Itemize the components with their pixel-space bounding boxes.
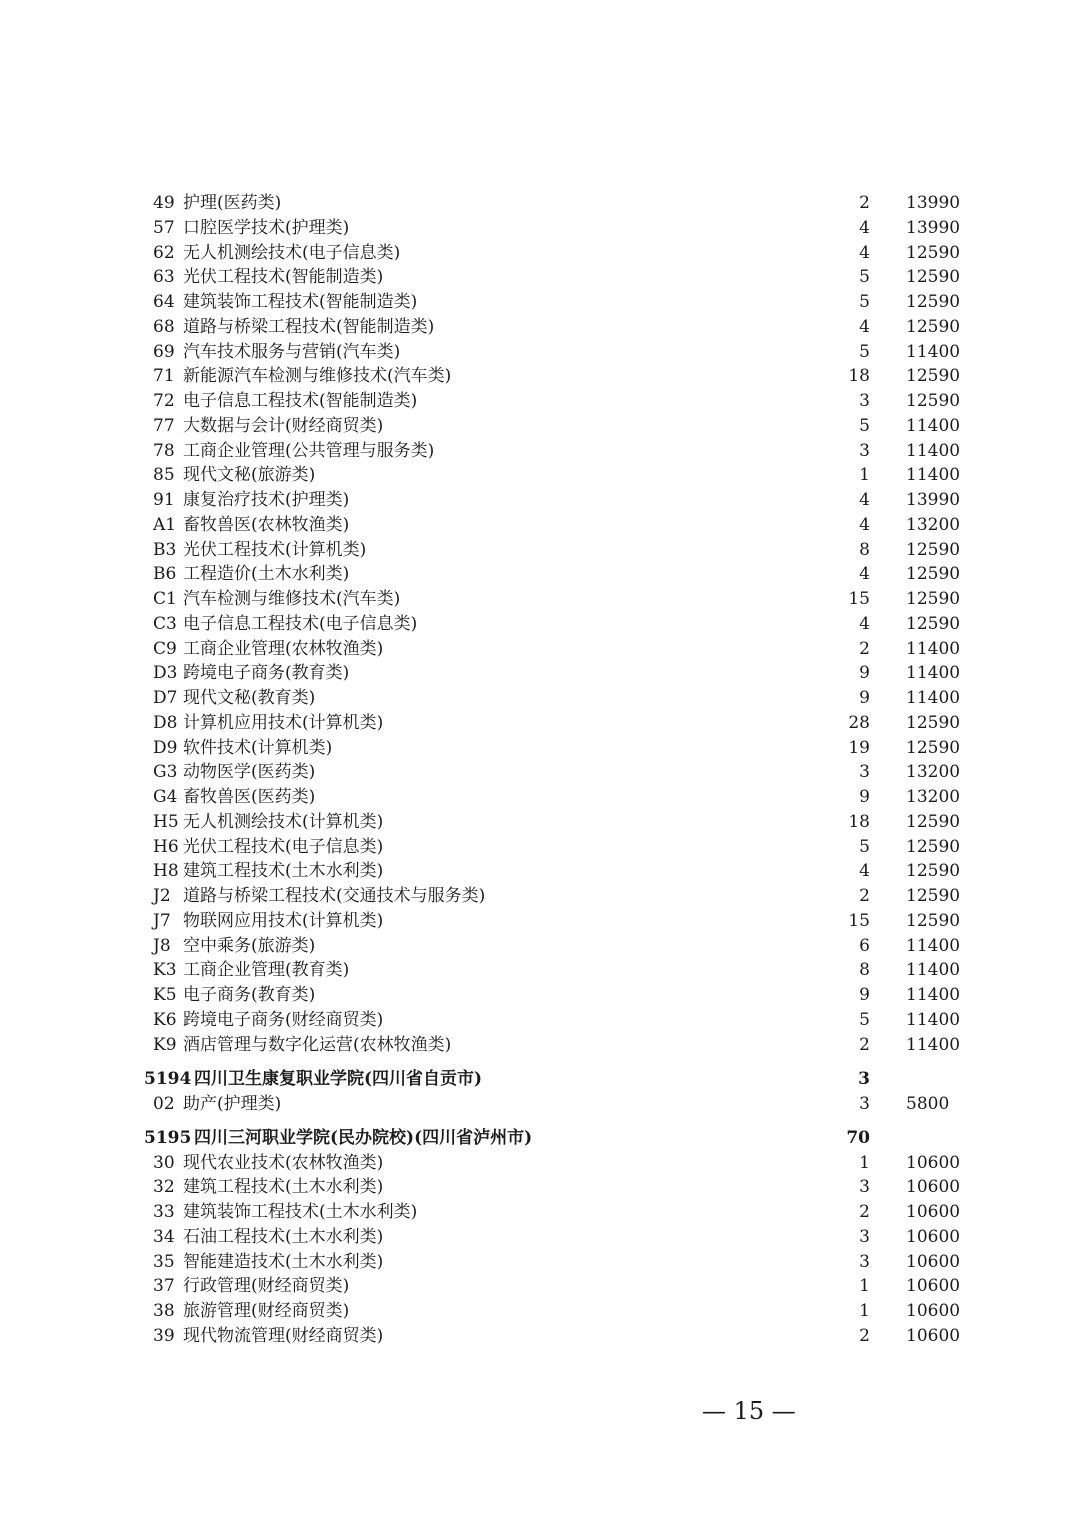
table-row: [0, 463, 1080, 487]
tuition-fee: 10600: [906, 1325, 961, 1346]
major-name: 工商企业管理(教育类): [183, 960, 350, 981]
enrollment-count: 4: [859, 564, 870, 585]
major-code: 64: [153, 292, 175, 312]
major-name: 计算机应用技术(计算机类): [183, 712, 384, 733]
enrollment-count: 2: [859, 193, 870, 213]
table-row: [0, 612, 1080, 636]
major-code: 63: [153, 267, 175, 288]
major-code: C9: [153, 638, 177, 659]
tuition-fee: 13200: [906, 787, 961, 807]
enrollment-count: 9: [859, 985, 870, 1005]
table-row: [0, 265, 1080, 289]
table-row: [0, 1092, 1080, 1116]
major-name: 助产(护理类): [183, 1093, 282, 1114]
enrollment-count: 5: [859, 415, 870, 436]
enrollment-count: 1: [859, 465, 870, 486]
tuition-fee: 10600: [906, 1251, 961, 1272]
major-name: 动物医学(医药类): [183, 762, 316, 783]
table-row: [0, 587, 1080, 611]
major-code: 71: [153, 366, 175, 387]
major-code: C1: [153, 589, 177, 609]
major-name: 建筑工程技术(土木水利类): [183, 1177, 384, 1198]
major-name: 旅游管理(财经商贸类): [183, 1301, 350, 1321]
enrollment-count: 5: [859, 341, 870, 362]
major-code: 91: [153, 490, 175, 510]
tuition-fee: 12590: [906, 564, 961, 585]
major-code: 33: [153, 1202, 175, 1222]
major-code: 38: [153, 1301, 175, 1321]
tuition-fee: 13990: [906, 490, 961, 510]
enrollment-count: 2: [859, 886, 870, 906]
tuition-fee: 10600: [906, 1276, 961, 1297]
table-row: [0, 1008, 1080, 1032]
major-code: K5: [153, 985, 177, 1005]
table-row: [0, 241, 1080, 265]
school-name: 四川卫生康复职业学院(四川省自贡市): [194, 1068, 483, 1089]
table-row: [0, 290, 1080, 314]
major-name: 光伏工程技术(智能制造类): [183, 267, 384, 288]
enrollment-count: 5: [859, 267, 870, 288]
enrollment-count: 9: [859, 787, 870, 807]
enrollment-count: 3: [858, 1068, 870, 1089]
tuition-fee: 11400: [906, 440, 961, 461]
enrollment-count: 4: [859, 217, 870, 238]
table-row: [0, 884, 1080, 908]
tuition-fee: 10600: [906, 1202, 961, 1222]
major-code: 30: [153, 1152, 175, 1173]
major-name: 现代农业技术(农林牧渔类): [183, 1152, 384, 1173]
enrollment-count: 4: [859, 514, 870, 535]
tuition-fee: 12590: [906, 316, 961, 337]
major-name: 建筑装饰工程技术(智能制造类): [183, 292, 418, 312]
table-row: [0, 1324, 1080, 1348]
major-code: J8: [153, 935, 171, 956]
table-row: [0, 934, 1080, 958]
school-code: 5195: [144, 1127, 192, 1148]
tuition-fee: 12590: [906, 836, 961, 857]
enrollment-count: 3: [859, 1251, 870, 1272]
major-code: 72: [153, 391, 175, 411]
major-name: 无人机测绘技术(计算机类): [183, 811, 384, 832]
enrollment-count: 15: [848, 589, 870, 609]
tuition-fee: 12590: [906, 811, 961, 832]
enrollment-count: 5: [859, 292, 870, 312]
major-name: 软件技术(计算机类): [183, 737, 333, 758]
tuition-fee: 12590: [906, 613, 961, 634]
major-name: 工商企业管理(公共管理与服务类): [183, 440, 435, 461]
table-row: [0, 711, 1080, 735]
enrollment-count: 5: [859, 836, 870, 857]
tuition-fee: 13990: [906, 217, 961, 238]
enrollment-count: 4: [859, 316, 870, 337]
major-name: 道路与桥梁工程技术(交通技术与服务类): [183, 886, 486, 906]
enrollment-count: 18: [848, 366, 870, 387]
enrollment-count: 3: [859, 1226, 870, 1247]
tuition-fee: 12590: [906, 242, 961, 263]
major-code: J7: [153, 910, 171, 931]
major-name: 工商企业管理(农林牧渔类): [183, 638, 384, 659]
major-code: D3: [153, 663, 178, 684]
major-name: 空中乘务(旅游类): [183, 935, 316, 956]
table-row: [0, 835, 1080, 859]
tuition-fee: 5800: [906, 1093, 950, 1114]
table-row: [0, 538, 1080, 562]
enrollment-count: 4: [859, 861, 870, 882]
tuition-fee: 11400: [906, 663, 961, 684]
major-code: D7: [153, 688, 178, 708]
enrollment-count: 1: [859, 1301, 870, 1321]
tuition-fee: 10600: [906, 1152, 961, 1173]
table-row: [0, 1250, 1080, 1274]
major-name: 汽车检测与维修技术(汽车类): [183, 589, 401, 609]
tuition-fee: 11400: [906, 341, 961, 362]
table-row: [0, 958, 1080, 982]
major-code: H6: [153, 836, 179, 857]
major-code: 02: [153, 1093, 175, 1114]
table-row: [0, 810, 1080, 834]
table-row: [0, 1175, 1080, 1199]
major-name: 现代文秘(旅游类): [183, 465, 316, 486]
major-code: 57: [153, 217, 175, 238]
major-name: 酒店管理与数字化运营(农林牧渔类): [183, 1034, 452, 1055]
enrollment-count: 19: [848, 737, 870, 758]
major-name: 物联网应用技术(计算机类): [183, 910, 384, 931]
tuition-fee: 11400: [906, 935, 961, 956]
major-name: 道路与桥梁工程技术(智能制造类): [183, 316, 435, 337]
table-row: [0, 686, 1080, 710]
major-code: D8: [153, 712, 178, 733]
tuition-fee: 10600: [906, 1301, 961, 1321]
tuition-fee: 11400: [906, 985, 961, 1005]
major-code: D9: [153, 737, 178, 758]
enrollment-count: 3: [859, 391, 870, 411]
table-row: [0, 414, 1080, 438]
table-row: [0, 315, 1080, 339]
table-row: [0, 1299, 1080, 1323]
major-code: K9: [153, 1034, 177, 1055]
table-row: [0, 859, 1080, 883]
major-code: 69: [153, 341, 175, 362]
major-code: 85: [153, 465, 175, 486]
enrollment-count: 2: [859, 1034, 870, 1055]
enrollment-count: 15: [848, 910, 870, 931]
tuition-fee: 12590: [906, 589, 961, 609]
major-code: C3: [153, 613, 177, 634]
major-name: 电子信息工程技术(电子信息类): [183, 613, 418, 634]
table-row: [0, 1033, 1080, 1057]
enrollment-count: 9: [859, 663, 870, 684]
major-code: 39: [153, 1325, 175, 1346]
tuition-fee: 12590: [906, 292, 961, 312]
tuition-fee: 12590: [906, 886, 961, 906]
tuition-fee: 12590: [906, 391, 961, 411]
major-code: B6: [153, 564, 177, 585]
table-row: [0, 1225, 1080, 1249]
major-name: 口腔医学技术(护理类): [183, 217, 350, 238]
school-row: [0, 1126, 1080, 1150]
enrollment-count: 3: [859, 1177, 870, 1198]
major-name: 建筑工程技术(土木水利类): [183, 861, 384, 882]
table-row: [0, 736, 1080, 760]
enrollment-count: 2: [859, 1325, 870, 1346]
enrollment-count: 8: [859, 539, 870, 560]
tuition-fee: 12590: [906, 737, 961, 758]
enrollment-count: 18: [848, 811, 870, 832]
table-row: [0, 760, 1080, 784]
enrollment-count: 28: [848, 712, 870, 733]
enrollment-count: 4: [859, 613, 870, 634]
tuition-fee: 12590: [906, 366, 961, 387]
major-name: 畜牧兽医(农林牧渔类): [183, 514, 350, 535]
enrollment-count: 5: [859, 1009, 870, 1030]
enrollment-count: 1: [859, 1152, 870, 1173]
enrollment-count: 1: [859, 1276, 870, 1297]
major-name: 无人机测绘技术(电子信息类): [183, 242, 401, 263]
major-code: B3: [153, 539, 177, 560]
tuition-fee: 11400: [906, 1034, 961, 1055]
enrollment-count: 3: [859, 1093, 870, 1114]
major-name: 石油工程技术(土木水利类): [183, 1226, 384, 1247]
major-code: J2: [153, 886, 171, 906]
major-name: 畜牧兽医(医药类): [183, 787, 316, 807]
enrollment-count: 6: [859, 935, 870, 956]
table-row: [0, 364, 1080, 388]
table-row: [0, 216, 1080, 240]
major-code: 77: [153, 415, 175, 436]
major-name: 护理(医药类): [183, 193, 282, 213]
major-code: 34: [153, 1226, 175, 1247]
table-row: [0, 488, 1080, 512]
enrollment-count: 4: [859, 490, 870, 510]
tuition-fee: 11400: [906, 415, 961, 436]
enrollment-count: 8: [859, 960, 870, 981]
table-row: [0, 191, 1080, 215]
tuition-fee: 11400: [906, 960, 961, 981]
major-name: 智能建造技术(土木水利类): [183, 1251, 384, 1272]
table-row: [0, 637, 1080, 661]
major-name: 大数据与会计(财经商贸类): [183, 415, 384, 436]
enrollment-count: 3: [859, 440, 870, 461]
table-row: [0, 340, 1080, 364]
table-row: [0, 562, 1080, 586]
major-code: 62: [153, 242, 175, 263]
table-row: [0, 785, 1080, 809]
table-row: [0, 513, 1080, 537]
table-row: [0, 1151, 1080, 1175]
major-code: 68: [153, 316, 175, 337]
major-code: G3: [153, 762, 178, 783]
tuition-fee: 12590: [906, 712, 961, 733]
tuition-fee: 13200: [906, 762, 961, 783]
enrollment-count: 4: [859, 242, 870, 263]
tuition-fee: 12590: [906, 861, 961, 882]
major-code: A1: [153, 514, 177, 535]
major-name: 光伏工程技术(电子信息类): [183, 836, 384, 857]
table-row: [0, 909, 1080, 933]
table-row: [0, 983, 1080, 1007]
tuition-fee: 11400: [906, 638, 961, 659]
tuition-fee: 11400: [906, 465, 961, 486]
tuition-fee: 11400: [906, 1009, 961, 1030]
major-code: H5: [153, 811, 179, 832]
major-name: 汽车技术服务与营销(汽车类): [183, 341, 401, 362]
major-name: 行政管理(财经商贸类): [183, 1276, 350, 1297]
tuition-fee: 10600: [906, 1177, 961, 1198]
major-code: 32: [153, 1177, 175, 1198]
enrollment-count: 70: [846, 1127, 870, 1148]
table-row: [0, 439, 1080, 463]
enrollment-count: 3: [859, 762, 870, 783]
enrollment-count: 9: [859, 688, 870, 708]
enrollment-count: 2: [859, 1202, 870, 1222]
school-row: [0, 1067, 1080, 1091]
major-name: 现代文秘(教育类): [183, 688, 316, 708]
major-name: 跨境电子商务(教育类): [183, 663, 350, 684]
major-name: 新能源汽车检测与维修技术(汽车类): [183, 366, 452, 387]
major-name: 康复治疗技术(护理类): [183, 490, 350, 510]
major-code: K3: [153, 960, 177, 981]
major-name: 建筑装饰工程技术(土木水利类): [183, 1202, 418, 1222]
tuition-fee: 10600: [906, 1226, 961, 1247]
major-name: 现代物流管理(财经商贸类): [183, 1325, 384, 1346]
table-row: [0, 389, 1080, 413]
major-name: 电子商务(教育类): [183, 985, 316, 1005]
major-name: 电子信息工程技术(智能制造类): [183, 391, 418, 411]
major-code: H8: [153, 861, 179, 882]
major-name: 跨境电子商务(财经商贸类): [183, 1009, 384, 1030]
page-number: — 15 —: [702, 1397, 796, 1425]
table-row: [0, 1200, 1080, 1224]
major-code: K6: [153, 1009, 177, 1030]
tuition-fee: 12590: [906, 267, 961, 288]
school-name: 四川三河职业学院(民办院校)(四川省泸州市): [194, 1127, 533, 1148]
table-row: [0, 661, 1080, 685]
tuition-fee: 11400: [906, 688, 961, 708]
table-row: [0, 1274, 1080, 1298]
tuition-fee: 12590: [906, 539, 961, 560]
major-name: 工程造价(土木水利类): [183, 564, 350, 585]
tuition-fee: 13990: [906, 193, 961, 213]
major-code: G4: [153, 787, 178, 807]
tuition-fee: 13200: [906, 514, 961, 535]
enrollment-count: 2: [859, 638, 870, 659]
major-code: 37: [153, 1276, 175, 1297]
school-code: 5194: [144, 1068, 192, 1089]
tuition-fee: 12590: [906, 910, 961, 931]
major-code: 78: [153, 440, 175, 461]
major-code: 35: [153, 1251, 175, 1272]
major-name: 光伏工程技术(计算机类): [183, 539, 367, 560]
major-code: 49: [153, 193, 175, 213]
